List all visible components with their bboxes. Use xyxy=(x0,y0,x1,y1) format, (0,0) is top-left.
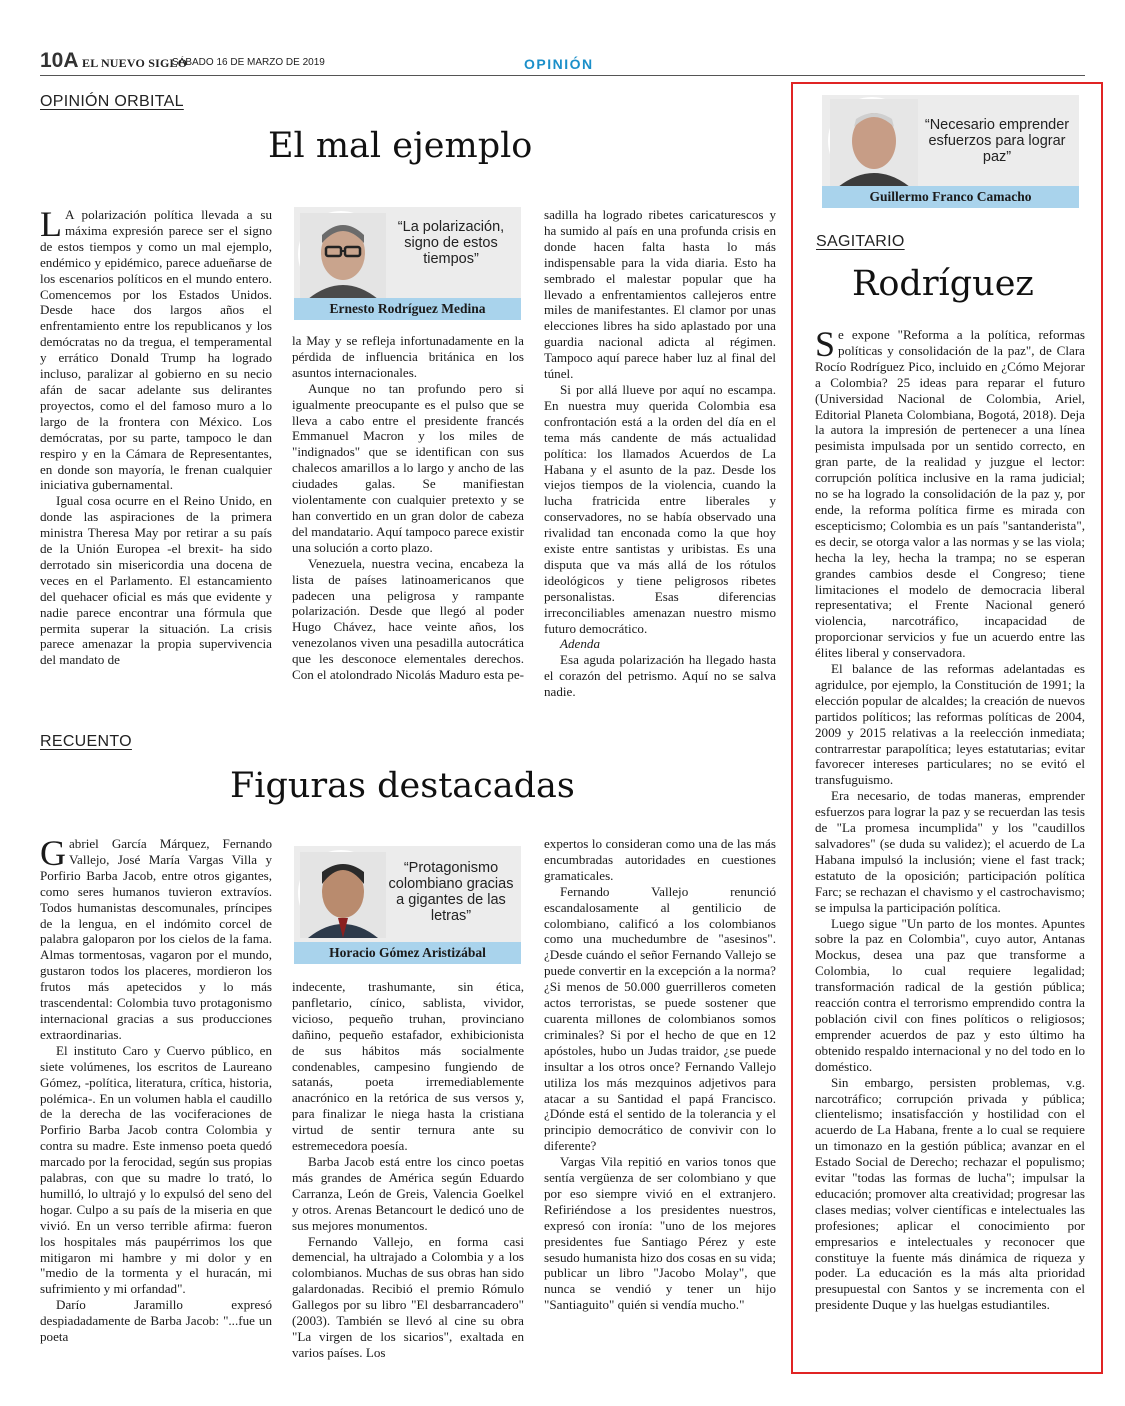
article2-column-2 xyxy=(292,979,524,1360)
article2-dropcap: G xyxy=(40,833,66,873)
article3-kicker: SAGITARIO xyxy=(816,233,905,250)
article3-pullquote: “Necesario emprender esfuerzos para lograr paz” xyxy=(924,117,1070,165)
header-rule xyxy=(40,75,1085,76)
article2-paragraph: Fernando Vallejo, en forma casi demencial, ha ultrajado a Colombia y a los colombianos. Muchas de sus obras han sido galardonadas. Recibió el premio Rómulo Gallegos por su libro "El desbarrancadero" (2003). También se llevó al cine su obra "La virgen de los sicarios", exaltada en varios países. Los xyxy=(292,1233,524,1360)
article1-paragraph: Venezuela, nuestra vecina, encabeza la lista de países latinoamericanos que padecen una peligrosa y rampante polarización. Desde que llegó al poder Hugo Chávez, hace veinte años, los venezolanos viven una pesadilla autocrática que les desconoce elementales derechos. Con el atolondrado Nicolás Maduro esta pe- xyxy=(292,555,524,683)
article2-paragraph: abriel García Márquez, Fernando Vallejo, José María Vargas Villa y Porfirio Barba Jacob, entre otros gigantes, como seres humanos tuvieron extravíos. Todos humanistas descomunales, príncipes de la lengua, en el indómito corcel de palabra galoparon por los cielos de la fama. Almas tormentosas, vagaron por el mundo, gustaron todos los placeres, mordieron los frutos más apetecidos y lo más trascendental: Colombia tuvo protagonismo internacional gracias a sus producciones extraordinarias. xyxy=(40,836,272,1042)
article2-author-box xyxy=(294,846,521,963)
page-number: 10A xyxy=(40,49,79,72)
article2-paragraph: expertos lo consideran como una de las más encumbradas autoridades en cuestiones gramaticales. xyxy=(544,836,776,883)
article1-title: El mal ejemplo xyxy=(268,126,533,166)
article1-author-name: Ernesto Rodríguez Medina xyxy=(294,298,521,320)
issue-date: SÁBADO 16 DE MARZO DE 2019 xyxy=(172,57,325,68)
author-portrait-icon xyxy=(828,97,916,185)
article1-paragraph: A polarización política llevada a su máxima expresión parece ser el signo de estos tiempos y como un mal ejemplo, endémico y epidémico, parece adueñarse de los escenarios políticos en el mundo entero. Comencemos por los Estados Unidos. Desde hace dos largos años el enfrentamiento entre los republicanos y los demócratas no da tregua, el temperamental y errático Donald Trump ha logrado incluso, paralizar al gobierno en su necio afán de sacar adelante sus delirantes proyectos, como el del famoso muro a lo largo de la frontera con México. Los demócratas, por su parte, tampoco le dan respiro y en la Cámara de Representantes, en donde son mayoría, le frenan cualquier iniciativa gubernamental. xyxy=(40,207,272,493)
article2-paragraph: Vargas Vila repitió en varios tonos que sentía vergüenza de ser colombiano y que por eso siempre vivió en el extranjero. Refiriéndose a los presidentes nuestros, expresó con ironía: "uno de los mejores presidentes fue Santiago Pérez y este sesudo humanista hizo dos cosas en su vida; publicar un libro "Jacobo Molay", que nunca se vendió y tener un hijo "Santiaguito" quién si vendía mucho." xyxy=(544,1154,776,1313)
article3-paragraph: Era necesario, de todas maneras, emprender esfuerzos para lograr la paz y se recuerdan las tesis de "La promesa incumplida" y los "caudillos salvadores" (se duda su validez); el acuerdo de La Habana impulsó la inclusión; viene el fast track; estatuto de la oposición; participación política Farc; se rechazan el chavismo y el castrochavismo; se impulsa la participación política. xyxy=(815,788,1085,915)
article1-paragraph: la May y se refleja infortunadamente en la pérdida de influencia británica en los asuntos internacionales. xyxy=(292,333,524,380)
article3-author-name: Guillermo Franco Camacho xyxy=(822,186,1079,208)
article1-paragraph: Aunque no tan profundo pero si igualmente preocupante es el pulso que se lleva a cabo entre el presidente francés Emmanuel Macron y los miles de "indignados" que se identifican con sus chalecos amarillos a lo largo y ancho de las ciudades galas. Se manifiestan violentamente con cualquier pretexto y se han convertido en un gran dolor de cabeza del mandatario. Aquí tampoco parece existir una solución a corto plazo. xyxy=(292,380,524,555)
article2-paragraph: Fernando Vallejo renunció escandalosamente al gentilicio de colombiano, calificó a los colombianos como una muchedumbre de "asesinos". ¿Desde cuándo el señor Fernando Vallejo se puede convertir en la excepción a la norma? ¿Si menos de 50.000 guerrilleros cometen actos terroristas, se puede sostener que cuarenta millones de colombianos somos criminales? Si por el hecho de que en 12 apóstoles, hubo un Judas traidor, ¿se puede insultar a los otros once? Fernando Vallejo utiliza los más mezquinos adjetivos para atacar a su Santidad el papá Francisco. ¿Dónde está el sentido de la tolerancia y el principio democrático de convivir con lo diferente? xyxy=(544,883,776,1154)
article1-paragraph: sadilla ha logrado ribetes caricaturescos y ha sumido al país en una profunda crisis en donde hacen falta hasta lo más indispensable para la vida diaria. Esto ha sembrado el malestar popular que ha llevado a enfrentamientos callejeros entre miles de manifestantes. El clamor por unas elecciones libres ha sido aplastado por una guardia nacional adicta al régimen. Tampoco aquí parece haber luz al final del túnel. xyxy=(544,207,776,382)
article1-column-1 xyxy=(40,204,272,687)
article2-pullquote: “Protagonismo colombiano gracias a gigantes de las letras” xyxy=(388,860,514,924)
article2-paragraph: indecente, trashumante, sin ética, panfletario, cínico, sablista, vividor, vicioso, pequeño truhan, provinciano dañino, pequeño estafador, exhibicionista de sus hábitos más socialmente condenables, campesino fungiendo de satanás, poeta irremediablemente anacrónico en la retórica de sus versos y, para finalizar le niega hasta la cristiana virtud de sentir ternura ante su estremecedora poesía. xyxy=(292,979,524,1154)
article1-adenda-label: Adenda xyxy=(560,636,600,652)
article3-paragraph: Sin embargo, persisten problemas, v.g. narcotráfico; corrupción privada y pública; clientelismo; insatisfacción y hostilidad con el acuerdo de La Habana, frente a lo cual se requiere un timonazo en la gestión pública; avanzar en el Estado Social de Derecho; rechazar el populismo; evitar "todas las formas de lucha"; impulsar la educación; promover alta creatividad; progresar las clases medias; volver científicas e intelectuales las profesiones; aplicar el conocimiento por empresarios e intelectuales y reconocer que constituye la fuente más dinámica de riqueza y poder. La educación es la más alta prioridad presupuestal con Santos y se incrementa con el presidente Duque y las huelgas estudiantiles. xyxy=(815,1074,1085,1313)
article2-kicker: RECUENTO xyxy=(40,733,132,750)
article2-title: Figuras destacadas xyxy=(230,766,575,806)
article1-paragraph: Esa aguda polarización ha llegado hasta el corazón del petrismo. Aquí no se salva nadie. xyxy=(544,652,776,700)
article2-author-name: Horacio Gómez Aristizábal xyxy=(294,942,521,964)
article3-paragraph: El balance de las reformas adelantadas es agridulce, por ejemplo, la Constitución de 1991; la elección popular de alcaldes; la creación de nuevos partidos políticos; las reformas políticas de 2004, 2009 y 2015 relativas a la reelección inmediata; contrarrestar parapolítica; leyes estatutarias; evitar favorecer intereses particulares; no se evitó el transfuguismo. xyxy=(815,661,1085,788)
article1-column-3 xyxy=(544,207,776,700)
article2-paragraph: El instituto Caro y Cuervo público, en siete volúmenes, los escritos de Laureano Gómez, -política, literatura, crítica, historia, polémica-. En un volumen habla el caudillo de la derecha de las vociferaciones de Porfirio Barba Jacob contra Colombia y contra su madre. Este inmenso poeta quedó marcado por la ferocidad, según sus propias palabras, con que su madre lo trató, lo humilló, lo ultrajó y lo expulsó del seno del hogar. Culpo a su país de la miseria en que vivió. En un verso terrible afirma: fueron los hospitales más paupérrimos los que mitigaron mi hambre y mi dolor y en "medio de la tormenta y el huracán, mi sufrimiento y mi orfandad". xyxy=(40,1042,272,1297)
article3-column xyxy=(815,324,1085,1357)
article2-paragraph: Darío Jaramillo expresó despiadadamente de Barba Jacob: "...fue un poeta xyxy=(40,1297,272,1345)
newspaper-name: EL NUEVO SIGLO xyxy=(82,56,188,70)
article1-paragraph: Igual cosa ocurre en el Reino Unido, en donde las aspiraciones de la primera ministra Theresa May por retirar a su país de la Unión Europea -el brexit- ha sido derrotado sin misericordia una docena de veces en el Parlamento. El estancamiento del quehacer oficial es más que evidente y nadie parece encontrar una fórmula que permita superar la situación. La crisis parece amenazar la propia supervivencia del mandato de xyxy=(40,493,272,668)
article1-dropcap: L xyxy=(40,204,62,244)
article3-paragraph: e expone "Reforma a la política, reformas políticas y consolidación de la paz", de Clara Rocío Rodríguez Pico, incluido en ¿Cómo Mejorar a Colombia? 25 ideas para reparar el futuro (Universidad Nacional de Colombia, Ariel, Editorial Planeta Colombiana, Bogotá, 2018). Deja la autora la impresión de pertenecer a una línea pesimista impulsada por un sentido correcto, en gran parte, de la realidad y juzgue el lector: corrupción política inclusive en la rama judicial; no se ha logrado la consolidación de la paz y, por ende, la reforma política firme es mirada con escepticismo; Colombia es un país "santanderista", es decir, se otorga valor a las normas y se las viola; hecha la ley, hecha la trampa; no se esperan grandes cambios desde el Congreso; tiene limitaciones el modelo de democracia liberal representativa; el Frente Nacional generó violencia, narcotráfico, incapacidad de proporcionar servicios y fue un acuerdo entre las élites liberal y conservadora. xyxy=(815,327,1085,661)
article1-paragraph: Si por allá llueve por aquí no escampa. En nuestra muy querida Colombia esa confrontación está a la orden del día en el tema más candente de más actualidad política: los llamados Acuerdos de La Habana y el asunto de la paz. Desde los viejos tiempos de la violencia, cuando la lucha fratricida entre liberales y conservadores, no se había observado una rivalidad tan enconada como la que hoy existe entre santistas y uribistas. Es una disputa que va más allá de los rótulos ideológicos y tiene peligrosos ribetes personalistas. Esas diferencias irreconciliables amenazan nuestro mismo futuro democrático. xyxy=(544,381,776,636)
article3-author-box xyxy=(822,95,1079,208)
article2-column-1 xyxy=(40,833,272,1346)
author-portrait-icon xyxy=(298,211,384,297)
article1-column-2 xyxy=(292,333,524,687)
article1-author-box xyxy=(294,207,521,319)
article3-title: Rodríguez xyxy=(852,264,1034,304)
article1-kicker: OPINIÓN ORBITAL xyxy=(40,93,184,110)
article3-paragraph: Luego sigue "Un parto de los montes. Apuntes sobre la paz en Colombia", cuyo autor, Antanas Mockus, desea una paz que transforme a Colombia, lo cual requiere legalidad; transformación radical de la gestión pública; reacción contra el terrorismo emprendido contra la población civil con fines políticos o religiosos; emprender acuerdos de paz y esto último ha obtenido respaldo internacional y no del todo en lo doméstico. xyxy=(815,915,1085,1074)
article3-dropcap: S xyxy=(815,324,836,364)
article2-column-3 xyxy=(544,836,776,1346)
article1-pullquote: “La polarización, signo de estos tiempos” xyxy=(397,219,505,267)
author-portrait-icon xyxy=(298,850,384,936)
section-name: OPINIÓN xyxy=(524,56,594,72)
article2-paragraph: Barba Jacob está entre los cinco poetas más grandes de América según Eduardo Carranza, León de Greis, Valencia Goelkel y otros. Arenas Betancourt le dedicó uno de sus mejores monumentos. xyxy=(292,1153,524,1233)
